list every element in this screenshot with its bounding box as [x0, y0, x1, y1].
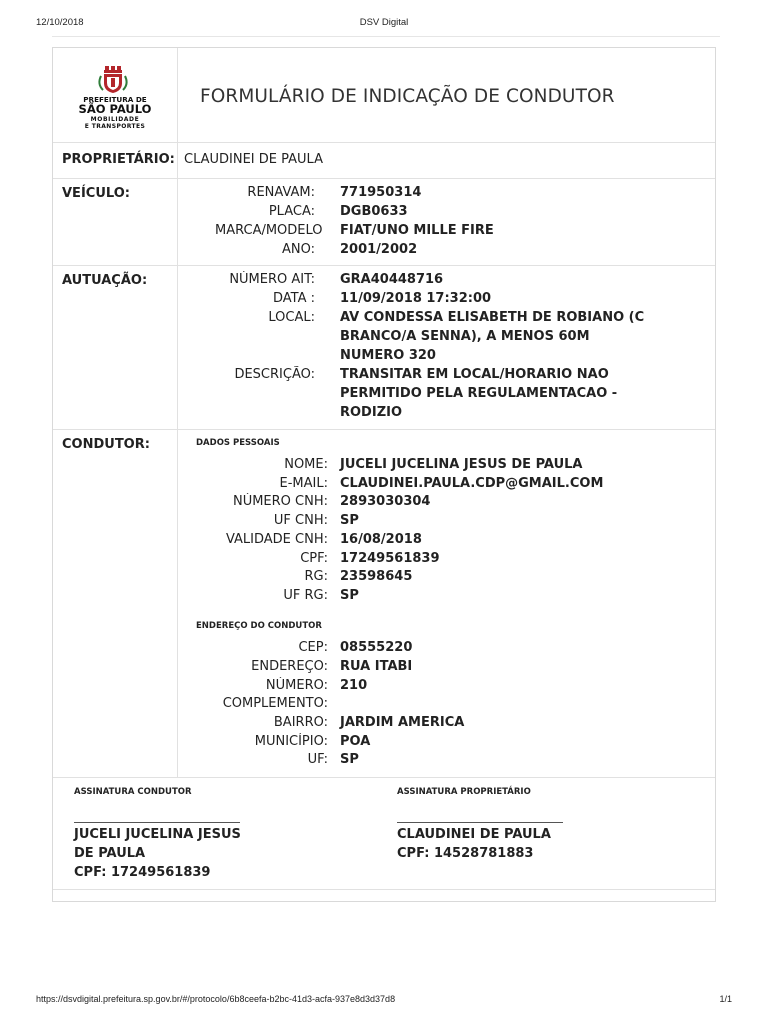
validade-cnh-key: VALIDADE CNH: — [225, 532, 328, 547]
svg-text:SÃO PAULO: SÃO PAULO — [78, 102, 152, 116]
uf-rg-value: SP — [340, 588, 359, 603]
data-key: DATA : — [272, 291, 315, 306]
proprietario-row — [53, 142, 715, 179]
renavam-value: 771950314 — [340, 185, 422, 200]
bairro-key: BAIRRO: — [273, 715, 328, 730]
condutor-row — [53, 429, 715, 778]
header-divider — [52, 36, 720, 37]
numero-value: 210 — [340, 678, 368, 693]
cep-value: 08555220 — [340, 640, 413, 655]
endereco-fields — [53, 639, 715, 774]
veiculo-row — [53, 178, 715, 266]
descricao-key: DESCRIÇÃO: — [234, 367, 315, 382]
descricao-line-3: RODIZIO — [340, 405, 403, 420]
local-key: LOCAL: — [268, 310, 315, 325]
logo-cell — [53, 48, 178, 142]
uf-value: SP — [340, 752, 359, 767]
assinatura-proprietario-label: ASSINATURA PROPRIETÁRIO — [397, 787, 531, 797]
column-divider — [177, 142, 178, 178]
form-title: FORMULÁRIO DE INDICAÇÃO DE CONDUTOR — [200, 86, 615, 107]
proprietario-value: CLAUDINEI DE PAULA — [184, 152, 323, 167]
assinatura-condutor-label: ASSINATURA CONDUTOR — [74, 787, 192, 797]
uf-cnh-value: SP — [340, 513, 359, 528]
numero-ait-key: NÚMERO AIT: — [229, 272, 315, 287]
print-header — [0, 17, 768, 31]
uf-key: UF: — [307, 752, 328, 767]
municipio-key: MUNICÍPIO: — [254, 734, 328, 749]
assinatura-condutor-line — [74, 822, 240, 823]
bairro-value: JARDIM AMERICA — [340, 715, 465, 730]
municipio-value: POA — [340, 734, 371, 749]
validade-cnh-value: 16/08/2018 — [340, 532, 422, 547]
uf-rg-key: UF RG: — [283, 588, 328, 603]
email-value: CLAUDINEI.PAULA.CDP@GMAIL.COM — [340, 476, 604, 491]
dados-pessoais-label: DADOS PESSOAIS — [196, 438, 280, 448]
cep-key: CEP: — [298, 640, 328, 655]
veiculo-label: VEÍCULO: — [62, 186, 130, 201]
cpf-value: 17249561839 — [340, 551, 440, 566]
nome-value: JUCELI JUCELINA JESUS DE PAULA — [340, 457, 583, 472]
assinatura-proprietario-line — [397, 822, 563, 823]
svg-text:E TRANSPORTES: E TRANSPORTES — [84, 123, 146, 130]
descricao-line-1: TRANSITAR EM LOCAL/HORARIO NAO — [340, 367, 609, 382]
endereco-key: ENDEREÇO: — [251, 659, 328, 674]
assinaturas-row — [53, 777, 715, 890]
autuacao-label: AUTUAÇÃO: — [62, 273, 148, 288]
rg-value: 23598645 — [340, 569, 413, 584]
assinatura-proprietario-cpf: CPF: 14528781883 — [397, 846, 534, 861]
indicacao-form — [52, 47, 716, 902]
assinatura-proprietario-name: CLAUDINEI DE PAULA — [397, 827, 551, 842]
svg-text:MOBILIDADE: MOBILIDADE — [90, 116, 140, 123]
placa-value: DGB0633 — [340, 204, 408, 219]
marca-modelo-key: MARCA/MODELO — [215, 223, 323, 238]
numero-cnh-value: 2893030304 — [340, 494, 431, 509]
form-header-row — [53, 48, 715, 143]
descricao-line-2: PERMITIDO PELA REGULAMENTACAO - — [340, 386, 618, 401]
print-title: DSV Digital — [359, 17, 409, 28]
assinatura-condutor-cpf: CPF: 17249561839 — [74, 865, 211, 880]
condutor-label: CONDUTOR: — [62, 437, 150, 452]
placa-key: PLACA: — [268, 204, 315, 219]
numero-ait-value: GRA40448716 — [340, 272, 444, 287]
rg-key: RG: — [304, 569, 328, 584]
email-key: E-MAIL: — [279, 476, 328, 491]
endereco-condutor-label: ENDEREÇO DO CONDUTOR — [196, 621, 322, 631]
print-url: https://dsvdigital.prefeitura.sp.gov.br/#/protocolo/6b8ceefa-b2bc-41d3-acfa-937e8d3d37d8 — [36, 994, 396, 1004]
assinatura-condutor-name-1: JUCELI JUCELINA JESUS — [74, 827, 241, 842]
dados-pessoais-fields — [53, 456, 715, 608]
numero-key: NÚMERO: — [265, 678, 328, 693]
local-line-2: BRANCO/A SENNA), A MENOS 60M — [340, 329, 590, 344]
numero-cnh-key: NÚMERO CNH: — [232, 494, 328, 509]
local-line-3: NUMERO 320 — [340, 348, 436, 363]
nome-key: NOME: — [284, 457, 328, 472]
marca-modelo-value: FIAT/UNO MILLE FIRE — [340, 223, 494, 238]
cpf-key: CPF: — [300, 551, 328, 566]
assinatura-condutor-name-2: DE PAULA — [74, 846, 146, 861]
veiculo-fields — [53, 184, 715, 260]
print-date: 12/10/2018 — [36, 17, 84, 28]
ano-value: 2001/2002 — [340, 242, 418, 257]
data-value: 11/09/2018 17:32:00 — [340, 291, 492, 306]
autuacao-row — [53, 265, 715, 430]
autuacao-fields — [53, 271, 715, 427]
uf-cnh-key: UF CNH: — [273, 513, 328, 528]
renavam-key: RENAVAM: — [247, 185, 315, 200]
ano-key: ANO: — [281, 242, 315, 257]
proprietario-label: PROPRIETÁRIO: — [62, 152, 175, 167]
complemento-key: COMPLEMENTO: — [222, 696, 328, 711]
prefeitura-logo — [65, 64, 165, 130]
svg-text:PREFEITURA DE: PREFEITURA DE — [83, 95, 147, 104]
endereco-value: RUA ITABI — [340, 659, 413, 674]
local-line-1: AV CONDESSA ELISABETH DE ROBIANO (C — [340, 310, 645, 325]
print-page-number: 1/1 — [719, 994, 732, 1004]
